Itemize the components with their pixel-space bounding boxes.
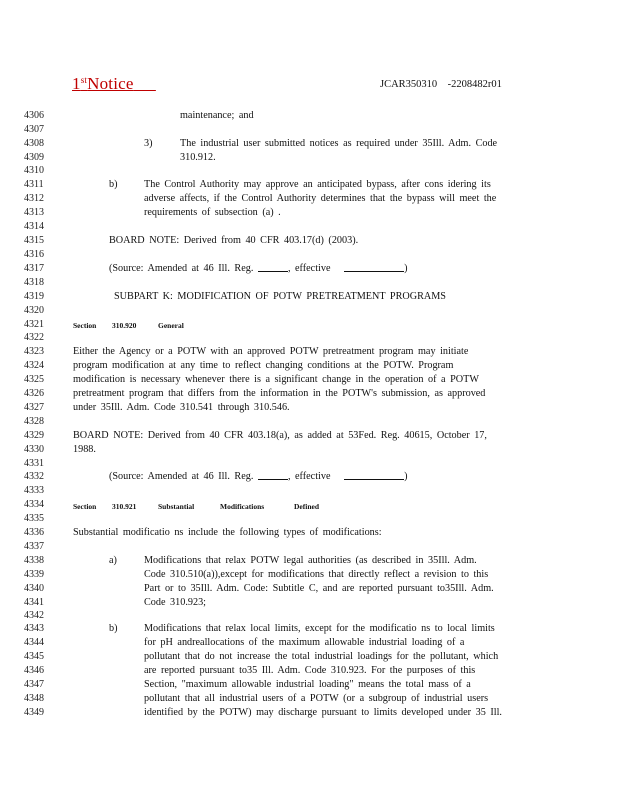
line-number: 4307 bbox=[24, 124, 44, 135]
text-line-4326: pretreatment program that differs from the information in the POTW's submission, as approved bbox=[73, 388, 486, 399]
reg-blank-2 bbox=[258, 470, 288, 480]
line-number: 4334 bbox=[24, 499, 44, 510]
text-line-4349: identified by the POTW) may discharge pursuant to limits developed under 35 Ill. bbox=[144, 707, 502, 718]
text-line-4323: Either the Agency or a POTW with an approved POTW pretreatment program may initiate bbox=[73, 346, 469, 357]
line-number: 4346 bbox=[24, 665, 44, 676]
text-line-4345: pollutant that do not increase the total industrial loadings for the pollutant, which bbox=[144, 651, 499, 662]
line-number: 4345 bbox=[24, 651, 44, 662]
source-close-2: ) bbox=[404, 471, 408, 482]
text-line-4338: Modifications that relax POTW legal authorities (as described in 35Ill. Adm. bbox=[144, 555, 477, 566]
line-number: 4325 bbox=[24, 374, 44, 385]
line-number: 4308 bbox=[24, 138, 44, 149]
line-number: 4328 bbox=[24, 416, 44, 427]
source-effective-1: , effective bbox=[287, 263, 331, 274]
text-line-4309: 310.912. bbox=[180, 152, 216, 163]
line-number: 4310 bbox=[24, 165, 44, 176]
board-note-2: BOARD NOTE: Derived from 40 CFR 403.18(a), as added at 53Fed. Reg. 40615, October 17, bbox=[73, 430, 487, 441]
line-number: 4311 bbox=[24, 179, 44, 190]
line-number: 4324 bbox=[24, 360, 44, 371]
line-number: 4322 bbox=[24, 332, 44, 343]
section-title-word-2: Modifications bbox=[220, 502, 265, 511]
text-line-4343: Modifications that relax local limits, except for the modificatio ns to local limits bbox=[144, 623, 495, 634]
section-title-word-1: Substantial bbox=[158, 502, 195, 511]
text-line-4313: requirements of subsection (a) . bbox=[144, 207, 281, 218]
line-number: 4333 bbox=[24, 485, 44, 496]
line-number: 4343 bbox=[24, 623, 44, 634]
effective-blank-2 bbox=[344, 470, 404, 480]
line-number: 4313 bbox=[24, 207, 44, 218]
line-number: 4348 bbox=[24, 693, 44, 704]
line-number: 4339 bbox=[24, 569, 44, 580]
line-number: 4349 bbox=[24, 707, 44, 718]
section-title-word-3: Defined bbox=[294, 502, 319, 511]
line-number: 4315 bbox=[24, 235, 44, 246]
line-number: 4336 bbox=[24, 527, 44, 538]
list-marker-3: 3) bbox=[144, 138, 153, 149]
line-number: 4347 bbox=[24, 679, 44, 690]
line-number: 4331 bbox=[24, 458, 44, 469]
source-line-1 bbox=[109, 262, 408, 275]
line-number: 4319 bbox=[24, 291, 44, 302]
line-number: 4312 bbox=[24, 193, 44, 204]
text-line-4306: maintenance; and bbox=[180, 110, 254, 121]
text-line-4312: adverse affects, if the Control Authority determines that the bypass will meet the bbox=[144, 193, 497, 204]
notice-number: 1 bbox=[72, 74, 81, 93]
line-number: 4321 bbox=[24, 319, 44, 330]
line-number: 4317 bbox=[24, 263, 44, 274]
text-line-4325: modification is necessary whenever there is a significant change in the operation of a POTW bbox=[73, 374, 479, 385]
source-label-2: (Source: Amended at 46 Ill. Reg. bbox=[109, 471, 254, 482]
line-number: 4316 bbox=[24, 249, 44, 260]
list-marker-b: b) bbox=[109, 179, 118, 190]
source-close-1: ) bbox=[404, 263, 408, 274]
notice-ordinal-suffix: st bbox=[80, 75, 88, 85]
effective-blank-1 bbox=[344, 262, 404, 272]
line-number: 4332 bbox=[24, 471, 44, 482]
line-number: 4314 bbox=[24, 221, 44, 232]
text-line-4311: The Control Authority may approve an anticipated bypass, after cons idering its bbox=[144, 179, 491, 190]
line-number: 4320 bbox=[24, 305, 44, 316]
notice-word: Notice bbox=[87, 74, 134, 93]
text-line-4344: for pH andreallocations of the maximum allowable industrial loading of a bbox=[144, 637, 465, 648]
section-title-1: General bbox=[158, 321, 184, 330]
list-marker-a: a) bbox=[109, 555, 117, 566]
text-line-4330: 1988. bbox=[73, 444, 96, 455]
line-number: 4342 bbox=[24, 610, 44, 621]
section-number-1: 310.920 bbox=[112, 321, 137, 330]
line-number: 4330 bbox=[24, 444, 44, 455]
document-code: JCAR350310 -2208482r01 bbox=[380, 79, 502, 90]
text-line-4336: Substantial modificatio ns include the following types of modifications: bbox=[73, 527, 382, 538]
notice-heading bbox=[72, 74, 156, 94]
text-line-4339: Code 310.510(a)),except for modifications that directly reflect a revision to this bbox=[144, 569, 489, 580]
line-number: 4329 bbox=[24, 430, 44, 441]
text-line-4340: Part or to 35Ill. Adm. Code: Subtitle C, and are reported pursuant to35Ill. Adm. bbox=[144, 583, 494, 594]
line-number: 4306 bbox=[24, 110, 44, 121]
line-number: 4335 bbox=[24, 513, 44, 524]
text-line-4341: Code 310.923; bbox=[144, 597, 206, 608]
text-line-4347: Section, "maximum allowable industrial loading" means the total mass of a bbox=[144, 679, 471, 690]
board-note-1: BOARD NOTE: Derived from 40 CFR 403.17(d) (2003). bbox=[109, 235, 359, 246]
line-number: 4338 bbox=[24, 555, 44, 566]
text-line-4346: are reported pursuant to35 Ill. Adm. Code 310.923. For the purposes of this bbox=[144, 665, 476, 676]
line-number: 4337 bbox=[24, 541, 44, 552]
section-number-2: 310.921 bbox=[112, 502, 137, 511]
line-number: 4340 bbox=[24, 583, 44, 594]
source-line-2 bbox=[109, 470, 408, 483]
line-number: 4309 bbox=[24, 152, 44, 163]
text-line-4348: pollutant that all industrial users of a POTW (or a subgroup of industrial users bbox=[144, 693, 489, 704]
line-number: 4327 bbox=[24, 402, 44, 413]
source-effective-2: , effective bbox=[287, 471, 331, 482]
section-label-1: Section bbox=[73, 321, 97, 330]
text-line-4308: The industrial user submitted notices as required under 35Ill. Adm. Code bbox=[180, 138, 498, 149]
section-label-2: Section bbox=[73, 502, 97, 511]
subpart-heading: SUBPART K: MODIFICATION OF POTW PRETREATMENT PROGRAMS bbox=[114, 291, 446, 302]
list-marker-b2: b) bbox=[109, 623, 118, 634]
line-number: 4344 bbox=[24, 637, 44, 648]
line-number: 4326 bbox=[24, 388, 44, 399]
line-number: 4323 bbox=[24, 346, 44, 357]
text-line-4327: under 35Ill. Adm. Code 310.541 through 310.546. bbox=[73, 402, 290, 413]
text-line-4324: program modification at any time to reflect changing conditions at the POTW. Program bbox=[73, 360, 454, 371]
reg-blank-1 bbox=[258, 262, 288, 272]
line-number: 4341 bbox=[24, 597, 44, 608]
line-number: 4318 bbox=[24, 277, 44, 288]
source-label-1: (Source: Amended at 46 Ill. Reg. bbox=[109, 263, 254, 274]
